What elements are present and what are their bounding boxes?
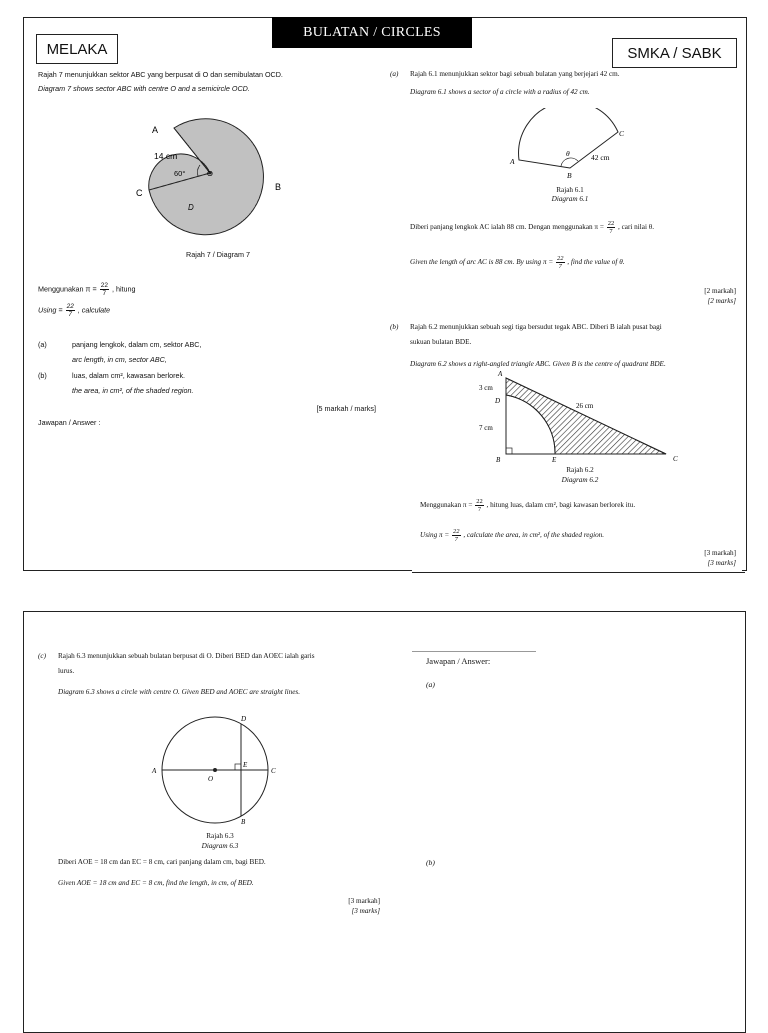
q7-intro-en: Diagram 7 shows sector ABC with centre O and a semicircle OCD. [38,84,250,93]
q6a-given-ms: Diberi panjang lengkok AC ialah 88 cm. Dengan menggunakan π = $\frac{22}{7}$ , cari nilai θ. [410,220,654,235]
q6c-given-ms: Diberi AOE = 18 cm dan EC = 8 cm, cari panjang dalam cm, bagi BED. [58,858,266,866]
q7-label-angle: 60° [174,169,186,178]
q6b-label-db: 7 cm [479,424,493,432]
q6b-marker: (b) [390,323,399,331]
q7-part-b-ms: luas, dalam cm², kawasan berlorek. [72,371,186,380]
q7-part-a-marker: (a) [38,340,47,349]
q6c-caption-en: Diagram 6.3 [201,842,239,850]
q6b-caption-en: Diagram 6.2 [561,476,599,484]
q6a-caption-en: Diagram 6.1 [551,195,589,203]
q7-label-radius: 14 cm [154,151,178,161]
q6c-caption-ms: Rajah 6.3 [206,832,234,840]
q6c-label-a: A [152,767,157,775]
answer-divider [412,651,536,652]
q6a-text-ms: Rajah 6.1 menunjukkan sektor bagi sebuah bulatan yang berjejari 42 cm. [410,70,620,78]
q7-using-ms: Menggunakan π = $\frac{22}{7}$ , hitung [38,282,136,297]
q6b-pi-fraction-en: $\frac{22}{7}$ [453,528,460,543]
answer-part-b: (b) [426,858,435,867]
q6b-label-b: B [496,456,501,464]
q6c-marker: (c) [38,652,46,660]
q6c-marks-en: [3 marks] [351,907,380,915]
q6a-pi-fraction-en: $\frac{22}{7}$ [557,255,564,270]
q6a-label-radius: 42 cm [591,153,610,162]
q6b-caption-ms: Rajah 6.2 [566,466,594,474]
q6c-label-d: D [241,715,247,723]
answer-part-a: (a) [426,680,435,689]
q6b-label-d: D [495,397,501,405]
q6b-marks-en: [3 marks] [707,559,736,567]
q6a-marks-ms: [2 markah] [704,287,736,295]
q7-diagram-caption: Rajah 7 / Diagram 7 [186,250,250,259]
q6b-right-angle-mark [506,448,512,454]
q7-label-d: D [188,203,194,212]
q6c-label-b: B [241,818,246,826]
q7-using-en: Using = $\frac{22}{7}$ , calculate [38,303,111,318]
q6b-text-ms-2: sukuan bulatan BDE. [410,338,472,346]
page-title: BULATAN / CIRCLES [272,17,472,48]
q7-label-a: A [152,125,159,135]
q6b-pi-fraction-ms: $\frac{22}{7}$ [476,498,483,513]
q6c-given-en: Given AOE = 18 cm and EC = 8 cm, find the length, in cm, of BED. [58,879,254,887]
q6c-centre-point [213,768,217,772]
q6a-angle-arc [561,158,578,166]
q6b-marks-ms: [3 markah] [704,549,736,557]
q7-answer-label: Jawapan / Answer : [38,418,101,427]
q6c-text-en: Diagram 6.3 shows a circle with centre O. Given BED and AOEC are straight lines. [58,688,301,696]
q6b-using-en: Using π = $\frac{22}{7}$ , calculate the area, in cm², of the shaded region. [420,528,605,543]
q6a-label-b: B [567,171,572,180]
q7-part-a-en: arc length, in cm, sector ABC, [72,355,167,364]
q6a-marks-en: [2 marks] [707,297,736,305]
q7-pi-fraction-ms: $\frac{22}{7}$ [100,282,108,297]
panel-border-bottom-right [412,572,745,573]
q6a-label-c: C [619,129,625,138]
q7-intro-ms: Rajah 7 menunjukkan sektor ABC yang berpusat di O dan semibulatan OCD. [38,70,283,79]
q7-sector-diagram [130,110,290,242]
q7-label-c: C [136,188,143,198]
q6c-text-ms-2: lurus. [58,667,75,675]
q6c-text-ms-1: Rajah 6.3 menunjukkan sebuah bulatan berpusat di O. Diberi BED dan AOEC ialah garis [58,652,315,660]
school-tag-right: SMKA / SABK [612,38,737,68]
q6c-label-e: E [243,761,248,769]
q6c-right-angle-mark [235,764,241,770]
q7-part-a-ms: panjang lengkok, dalam cm, sektor ABC, [72,340,202,349]
q7-pi-fraction-en: $\frac{22}{7}$ [66,303,74,318]
q6a-pi-fraction-ms: $\frac{22}{7}$ [607,220,615,235]
q6b-using-ms: Menggunakan π = $\frac{22}{7}$ , hitung luas, dalam cm², bagi kawasan berlorek itu. [420,498,636,513]
q6a-sector-diagram [505,108,635,184]
q7-label-b: B [275,182,282,192]
q6b-label-a: A [498,370,503,378]
q6a-text-en: Diagram 6.1 shows a sector of a circle with a radius of 42 cm. [410,88,590,96]
q6b-label-dc: 26 cm [576,402,594,410]
q7-part-b-en: the area, in cm², of the shaded region. [72,386,194,395]
q7-label-o: O [207,169,213,178]
q6a-given-en: Given the length of arc AC is 88 cm. By using π = $\frac{22}{7}$ , find the value of θ. [410,255,625,270]
answer-title: Jawapan / Answer: [426,656,491,666]
q6b-label-c: C [673,455,678,463]
q6a-marker: (a) [390,70,399,78]
q6a-caption-ms: Rajah 6.1 [556,186,584,194]
q6a-label-a: A [510,157,515,166]
q6c-circle-diagram [145,710,285,830]
q6c-marks-ms: [3 markah] [348,897,380,905]
q6b-triangle-diagram [470,368,690,466]
q7-marks: [5 markah / marks] [316,404,376,413]
q6a-label-theta: θ [566,149,570,158]
q6b-label-e: E [552,456,557,464]
q6c-label-o: O [208,775,214,783]
q6b-text-en: Diagram 6.2 shows a right-angled triangle ABC. Given B is the centre of quadrant BDE. [410,360,666,368]
q6c-label-c: C [271,767,276,775]
q6b-text-ms-1: Rajah 6.2 menunjukkan sebuah segi tiga bersudut tegak ABC. Diberi B ialah pusat bagi [410,323,662,331]
region-tag-left: MELAKA [36,34,118,64]
q7-part-b-marker: (b) [38,371,47,380]
q6b-label-ad: 3 cm [479,384,493,392]
